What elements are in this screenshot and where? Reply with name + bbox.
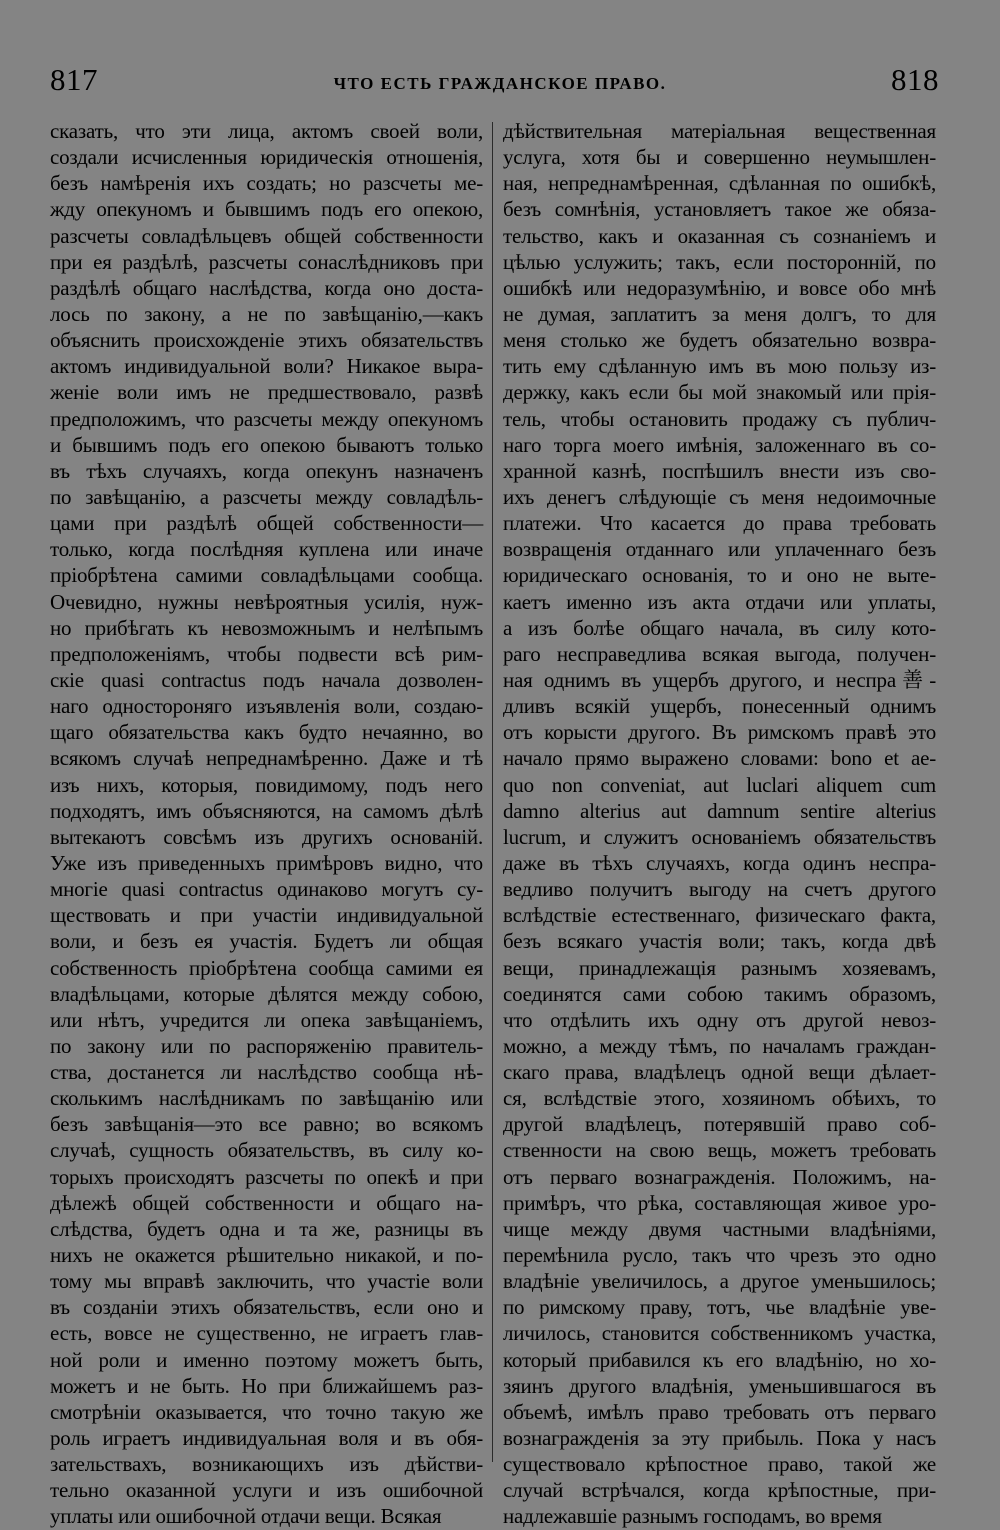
text-line: соединятся сами собою такимъ образомъ, — [503, 981, 936, 1006]
running-title: ЧТО ЕСТЬ ГРАЖДАНСКОЕ ПРАВО. — [333, 74, 667, 93]
text-line: личилось, становится собственникомъ участка, — [503, 1321, 936, 1346]
text-line: торыхъ происходятъ разсчеты по опекѣ и при — [50, 1164, 483, 1189]
text-line: смотрѣніи оказывается, что точно такую же — [50, 1399, 483, 1424]
text-line: предположимъ, что разсчеты между опекуномъ — [50, 406, 483, 431]
text-line: не думая, заплатитъ за меня долгъ, то для — [503, 301, 936, 326]
text-line: дѣлежѣ общей собственности и общаго на- — [50, 1190, 483, 1215]
text-line: уплаты или ошибочной отдачи вещи. Всякая — [50, 1504, 442, 1529]
text-line: актомъ индивидуальной воли? Никакое выра- — [50, 354, 483, 379]
text-line: юридическаго основанія, то и оно не выте- — [503, 563, 936, 588]
text-line: безъ всякаго участія воли; такъ, когда двѣ — [503, 929, 936, 954]
text-line: предположеніямъ, чтобы подвести всѣ рим- — [50, 641, 483, 666]
text-line: создали исчисленныя юридическія отношенія, — [50, 145, 483, 170]
text-line: скаго права, владѣлецъ одной вещи дѣлает- — [503, 1060, 936, 1085]
text-line: зяинъ другого владѣнія, уменьшившагося въ — [503, 1373, 936, 1398]
text-line: Уже изъ приведенныхъ примѣровъ видно, что — [50, 850, 483, 875]
text-line: каетъ именно изъ акта отдачи или уплаты, — [503, 589, 936, 614]
text-line: раздѣлѣ общаго наслѣдства, когда оно доста- — [50, 275, 483, 300]
text-line: можетъ и не быть. Но при ближайшемъ раз- — [50, 1373, 483, 1398]
text-line: lucrum, и служитъ основаніемъ обязательствъ — [503, 824, 936, 849]
text-line: ная, непреднамѣренная, сдѣланная по ошибкѣ, — [503, 171, 936, 196]
text-line: ошибкѣ или недоразумѣнію, и вовсе обо мнѣ — [503, 275, 936, 300]
text-line: въ созданіи этихъ обязательствъ, если оно и — [50, 1295, 483, 1320]
text-line: жду опекуномъ и бывшимъ подъ его опекою, — [50, 197, 483, 222]
text-line: воли, и безъ ея участія. Будетъ ли общая — [50, 929, 483, 954]
text-line: примѣръ, что рѣка, составляющая живое уро- — [503, 1190, 936, 1215]
column-divider — [492, 122, 493, 1462]
text-line: тельство, какъ и оказанная съ сознаніемъ и — [503, 223, 936, 248]
text-line: перемѣнила русло, такъ что чрезъ это одно — [503, 1243, 936, 1268]
text-line: по завѣщанію, а разсчеты между совладѣль- — [50, 484, 483, 509]
text-line: тому мы вправѣ заключить, что участіе воли — [50, 1269, 483, 1294]
text-line: роль играетъ индивидуальная воля и въ обя- — [50, 1426, 483, 1451]
text-line: владѣніе увеличилось, а другое уменьшилось; — [503, 1269, 936, 1294]
text-line: возвращенія отданнаго или уплаченнаго безъ — [503, 537, 936, 562]
text-line: только, когда послѣдняя куплена или иначе — [50, 537, 483, 562]
text-line: другой владѣлецъ, потерявшій право соб- — [503, 1112, 936, 1137]
text-line: скіе quasi contractus подъ начала дозволен- — [50, 667, 483, 692]
text-line: безъ сомнѣнія, установляетъ такое же обяза- — [503, 197, 936, 222]
text-line: ственности на свою вещь, можетъ требовать — [503, 1138, 936, 1163]
text-line: который прибавился къ его владѣнію, но хо- — [503, 1347, 936, 1372]
text-line: услуга, хотя бы и совершенно неумышлен- — [503, 145, 936, 170]
page-header — [0, 0, 1000, 120]
text-line: случаѣ, сущность обязательствъ, въ силу ко- — [50, 1138, 483, 1163]
text-line: пріобрѣтена самими совладѣльцами сообща. — [50, 563, 483, 588]
text-line: что отдѣлить ихъ одну отъ другой невоз- — [503, 1007, 936, 1032]
text-line: цами при раздѣлѣ общей собственности— — [50, 511, 483, 536]
text-line: надлежавшіе разнымъ господамъ, во время — [503, 1504, 882, 1529]
right-page-number: 818 — [891, 62, 939, 97]
text-line: вслѣдствіе естественнаго, физическаго факта, — [503, 903, 936, 928]
left-text-column — [50, 118, 483, 1530]
text-line: подходятъ, имъ объясняются, на самомъ дѣлѣ — [50, 798, 483, 823]
text-line: наго одностороняго изъявленія воли, создаю- — [50, 694, 483, 719]
text-line: меня столько же будетъ обязательно возвра- — [503, 328, 936, 353]
text-line: есть, вовсе не существенно, не играетъ глав- — [50, 1321, 483, 1346]
text-line: многіе quasi contractus одинаково могутъ су- — [50, 877, 483, 902]
text-line: по римскому праву, тотъ, чье владѣніе уве- — [503, 1295, 936, 1320]
text-line: всякомъ случаѣ непреднамѣренно. Даже и тѣ — [50, 746, 483, 771]
text-line: quo non conveniat, aut luclari aliquem cum — [503, 772, 936, 797]
text-line: лось по закону, а не по завѣщанію,—какъ — [50, 301, 483, 326]
text-line: случай встрѣчался, когда крѣпостные, при- — [503, 1478, 936, 1503]
text-line: сказать, что эти лица, актомъ своей воли, — [50, 119, 483, 143]
text-line: ихъ денегъ слѣдующіе съ меня недоимочные — [503, 484, 936, 509]
text-line: хранной казнѣ, поспѣшилъ внести изъ сво- — [503, 458, 936, 483]
text-line: начало прямо выражено словами: bono et ae- — [503, 746, 936, 771]
text-line: изъ нихъ, которыя, повидимому, подъ него — [50, 772, 483, 797]
text-line: сколькимъ наслѣдникамъ по завѣщанію или — [50, 1086, 483, 1111]
text-line: даже въ тѣхъ случаяхъ, когда одинъ неспра- — [503, 850, 936, 875]
text-line: существовало крѣпостное право, такой же — [503, 1452, 936, 1477]
text-line: ществовать и при участіи индивидуальной — [50, 903, 483, 928]
text-line: объяснить происхожденіе этихъ обязательствъ — [50, 328, 483, 353]
text-line: собственность пріобрѣтена сообща самими ея — [50, 955, 483, 980]
text-line: нихъ не окажется рѣшительно никакой, и по- — [50, 1243, 483, 1268]
text-line: дѣйствительная матеріальная вещественная — [503, 119, 936, 143]
left-page-number: 817 — [50, 62, 98, 97]
text-line: при ея раздѣлѣ, разсчеты сонаслѣдниковъ при — [50, 249, 483, 274]
text-line: женіе воли имъ не предшествовало, развѣ — [50, 380, 483, 405]
text-line: раго несправедлива всякая выгода, получен- — [503, 641, 936, 666]
text-line: цѣлью услужить; такъ, если посторонній, по — [503, 249, 936, 274]
text-line: объемѣ, имѣлъ право требовать отъ перваго — [503, 1399, 936, 1424]
text-line: а изъ болѣе общаго начала, въ силу кото- — [503, 615, 936, 640]
text-line: и бывшимъ подъ его опекою бываютъ только — [50, 432, 483, 457]
text-line: держку, какъ если бы мой знакомый или прія- — [503, 380, 936, 405]
text-line: ведливо получитъ выгоду на счетъ другого — [503, 877, 936, 902]
text-line: безъ завѣщанія—это все равно; во всякомъ — [50, 1112, 483, 1137]
text-line: Очевидно, нужны невѣроятныя усилія, нуж- — [50, 589, 483, 614]
text-line: вещи, принадлежащія разнымъ хозяевамъ, — [503, 955, 936, 980]
text-line: ства, достанется ли наслѣдство сообща нѣ- — [50, 1060, 483, 1085]
text-line: отъ корысти другого. Въ римскомъ правѣ это — [503, 720, 936, 745]
text-line: платежи. Что касается до права требовать — [503, 511, 936, 536]
text-line: отъ перваго вознагражденія. Положимъ, на- — [503, 1164, 936, 1189]
text-line: разсчеты совладѣльцевъ общей собственности — [50, 223, 483, 248]
text-line: безъ намѣренія ихъ создать; но разсчеты ме- — [50, 171, 483, 196]
text-line: въ тѣхъ случаяхъ, когда опекунъ назначенъ — [50, 458, 483, 483]
text-line: вытекаютъ совсѣмъ изъ другихъ основаній. — [50, 824, 483, 849]
text-line: зательствахъ, возникающихъ изъ дѣйстви- — [50, 1452, 483, 1477]
text-line: вознагражденія за эту прибыль. Пока у насъ — [503, 1426, 936, 1451]
text-line: владѣльцами, которые дѣлятся между собою, — [50, 981, 483, 1006]
text-line: по закону или по распоряженію правитель- — [50, 1033, 483, 1058]
text-line: слѣдства, будетъ одна и та же, разницы въ — [50, 1216, 483, 1241]
text-line: щаго обязательства какъ будто нечаянно, во — [50, 720, 483, 745]
text-line: дливъ всякій ущербъ, понесенный однимъ — [503, 694, 936, 719]
text-line: тить ему сдѣланную имъ въ мою пользу из- — [503, 354, 936, 379]
text-line: тель, чтобы остановить продажу съ публич- — [503, 406, 936, 431]
text-line: можно, а между тѣмъ, по началамъ граждан- — [503, 1033, 936, 1058]
right-text-column — [503, 118, 936, 1530]
text-line: damno alterius aut damnum sentire alterius — [503, 798, 936, 823]
text-line: или нѣтъ, учредится ли опека завѣщаніемъ, — [50, 1007, 483, 1032]
text-line: тельно оказанной услуги и изъ ошибочной — [50, 1478, 483, 1503]
text-line: наго торга моего имѣнія, заложеннаго въ со- — [503, 432, 936, 457]
text-line: чище между двумя частными владѣніями, — [503, 1216, 936, 1241]
text-line: ная однимъ въ ущербъ другого, и неспра善- — [503, 667, 936, 692]
text-line: но прибѣгать къ невозможнымъ и нелѣпымъ — [50, 615, 483, 640]
text-line: ся, вслѣдствіе этого, хозяиномъ обѣихъ, то — [503, 1086, 936, 1111]
text-line: ной роли и именно поэтому можетъ быть, — [50, 1347, 483, 1372]
